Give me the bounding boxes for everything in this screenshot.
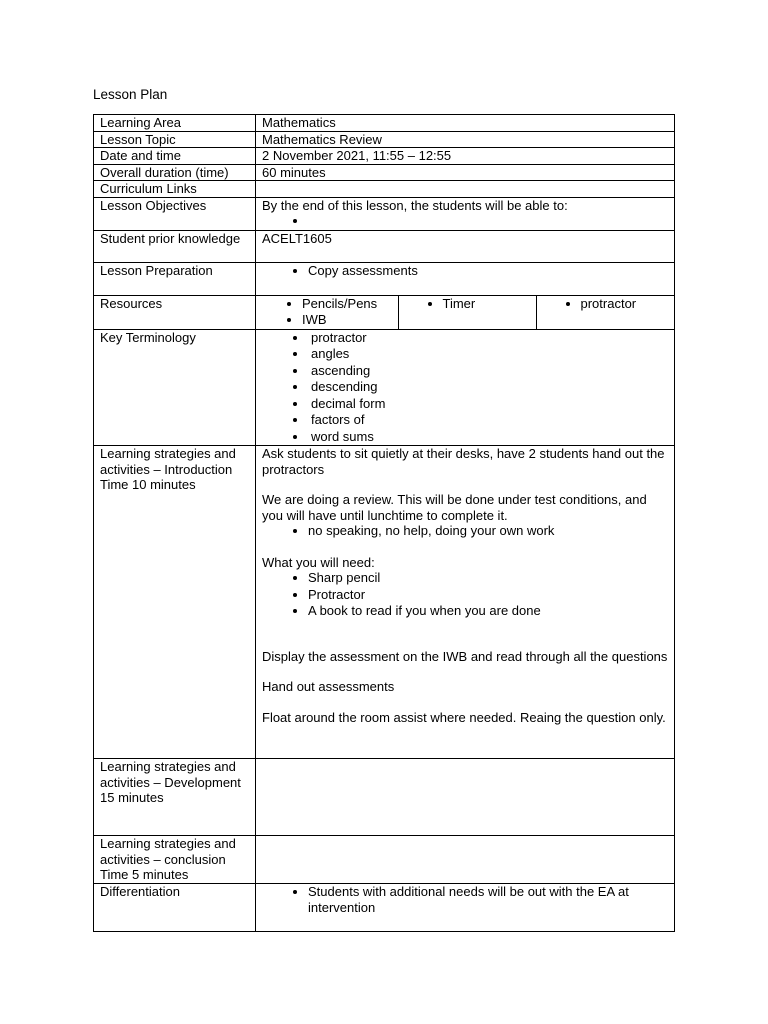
row-preparation	[94, 262, 675, 295]
list-item: • decimal form	[308, 396, 668, 413]
objectives-list	[262, 213, 668, 230]
terminology-list	[262, 330, 668, 446]
value-lesson-topic: Mathematics Review	[256, 131, 675, 148]
intro-paragraph: Ask students to sit quietly at their desks, have 2 students hand out the protractors	[262, 446, 665, 477]
list-item: • protractor	[308, 330, 668, 347]
value-introduction	[256, 446, 675, 759]
row-curriculum	[94, 181, 675, 198]
value-terminology	[256, 329, 675, 446]
row-lesson-topic	[94, 131, 675, 148]
resources-list-2	[399, 296, 536, 313]
list-item: • protractor	[581, 296, 675, 313]
resources-col-3	[536, 296, 674, 329]
intro-paragraph: Display the assessment on the IWB and read through all the questions	[262, 648, 668, 664]
list-item: • Timer	[443, 296, 536, 313]
label-introduction: Learning strategies and activities – Introduction Time 10 minutes	[94, 446, 256, 759]
label-curriculum: Curriculum Links	[94, 181, 256, 198]
intro-needs-list	[262, 570, 668, 620]
row-introduction	[94, 446, 675, 759]
label-lesson-topic: Lesson Topic	[94, 131, 256, 148]
list-item: • IWB	[302, 312, 398, 329]
value-prior-knowledge: ACELT1605	[256, 230, 675, 262]
preparation-list	[262, 263, 668, 280]
list-item: • angles	[308, 346, 668, 363]
intro-paragraph: What you will need:	[262, 554, 375, 570]
label-date-time: Date and time	[94, 148, 256, 165]
intro-paragraph: Hand out assessments	[262, 679, 395, 694]
list-item: • Students with additional needs will be out with the EA at intervention	[308, 884, 668, 917]
document-title: Lesson Plan	[93, 87, 168, 102]
value-curriculum	[256, 181, 675, 198]
row-duration	[94, 164, 675, 181]
value-preparation	[256, 262, 675, 295]
value-objectives	[256, 197, 675, 230]
list-item	[308, 213, 668, 230]
row-learning-area	[94, 115, 675, 132]
objectives-intro: By the end of this lesson, the students will be able to:	[262, 197, 568, 213]
label-duration: Overall duration (time)	[94, 164, 256, 181]
list-item: • Pencils/Pens	[302, 296, 398, 313]
list-item: • no speaking, no help, doing your own work	[308, 523, 668, 540]
list-item: • factors of	[308, 412, 668, 429]
resources-col-2	[398, 296, 536, 329]
differentiation-list	[262, 884, 668, 917]
value-learning-area: Mathematics	[256, 115, 675, 132]
value-duration: 60 minutes	[256, 164, 675, 181]
resources-grid	[256, 296, 674, 329]
row-conclusion	[94, 836, 675, 884]
intro-paragraph: Float around the room assist where needed. Reaing the question only.	[262, 709, 666, 725]
row-resources	[94, 295, 675, 329]
label-conclusion: Learning strategies and activities – conclusion Time 5 minutes	[94, 836, 256, 884]
row-terminology	[94, 329, 675, 446]
row-prior-knowledge	[94, 230, 675, 262]
list-item: • descending	[308, 379, 668, 396]
label-development: Learning strategies and activities – Development 15 minutes	[94, 759, 256, 836]
value-date-time: 2 November 2021, 11:55 – 12:55	[256, 148, 675, 165]
label-learning-area: Learning Area	[94, 115, 256, 132]
value-resources	[256, 295, 675, 329]
list-item: • Protractor	[308, 587, 668, 604]
value-development	[256, 759, 675, 836]
row-development	[94, 759, 675, 836]
intro-paragraph: We are doing a review. This will be done under test conditions, and you will have until lunchtime to complete it.	[262, 492, 647, 523]
value-conclusion	[256, 836, 675, 884]
list-item: • word sums	[308, 429, 668, 446]
intro-rules-list	[262, 523, 668, 540]
label-terminology: Key Terminology	[94, 329, 256, 446]
label-prior-knowledge: Student prior knowledge	[94, 230, 256, 262]
resources-list-1	[256, 296, 398, 329]
row-objectives	[94, 197, 675, 230]
resources-list-3	[537, 296, 675, 313]
lesson-plan-table	[93, 114, 675, 932]
label-differentiation: Differentiation	[94, 883, 256, 931]
label-objectives: Lesson Objectives	[94, 197, 256, 230]
label-preparation: Lesson Preparation	[94, 262, 256, 295]
resources-col-1	[256, 296, 398, 329]
list-item: • ascending	[308, 363, 668, 380]
list-item: • Copy assessments	[308, 263, 668, 280]
list-item: • A book to read if you when you are done	[308, 603, 668, 620]
row-differentiation	[94, 883, 675, 931]
value-differentiation	[256, 883, 675, 931]
label-resources: Resources	[94, 295, 256, 329]
row-date-time	[94, 148, 675, 165]
list-item: • Sharp pencil	[308, 570, 668, 587]
